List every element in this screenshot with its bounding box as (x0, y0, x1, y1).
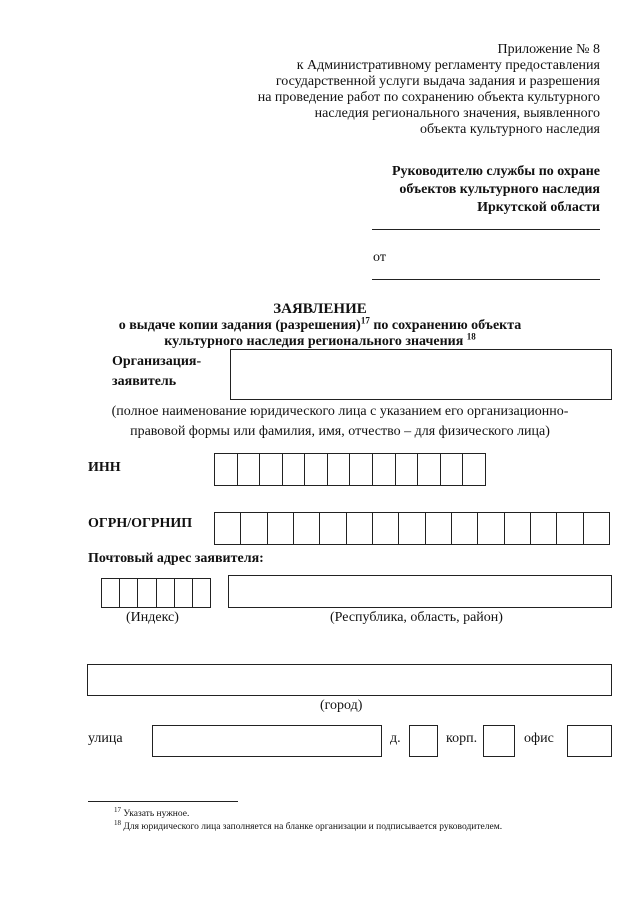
addressee-line: объектов культурного наследия (399, 182, 600, 197)
index-digit-cell[interactable] (120, 579, 138, 607)
house-label: д. (390, 731, 401, 746)
appendix-line: государственной услуги выдача задания и разрешения (275, 74, 600, 89)
office-field[interactable] (567, 725, 612, 757)
addressee-name-line[interactable] (372, 229, 600, 230)
ogrn-label: ОГРН/ОГРНИП (88, 516, 193, 531)
ogrn-digit-cell[interactable] (347, 513, 373, 544)
postal-address-label: Почтовый адрес заявителя: (88, 551, 264, 566)
footnote-separator (88, 801, 238, 802)
inn-field[interactable] (214, 453, 486, 486)
region-field[interactable] (228, 575, 612, 608)
ogrn-digit-cell[interactable] (399, 513, 425, 544)
index-digit-cell[interactable] (193, 579, 210, 607)
footnote-17: $^{17}$ Указать нужное. (114, 805, 190, 819)
appendix-line: наследия регионального значения, выявленного (314, 106, 600, 121)
city-caption: (город) (320, 698, 363, 713)
building-label: корп. (446, 731, 478, 746)
appendix-header (180, 42, 600, 138)
inn-digit-cell[interactable] (215, 454, 238, 485)
house-field[interactable] (409, 725, 438, 757)
ogrn-digit-cell[interactable] (584, 513, 609, 544)
appendix-number: Приложение № 8 (497, 42, 600, 57)
inn-digit-cell[interactable] (305, 454, 328, 485)
ogrn-digit-cell[interactable] (478, 513, 504, 544)
from-label: от (373, 250, 386, 265)
ogrn-digit-cell[interactable] (557, 513, 583, 544)
ogrn-digit-cell[interactable] (373, 513, 399, 544)
applicant-label: Организация- заявитель (112, 354, 202, 389)
inn-digit-cell[interactable] (418, 454, 441, 485)
inn-digit-cell[interactable] (396, 454, 419, 485)
inn-digit-cell[interactable] (373, 454, 396, 485)
addressee-block (300, 163, 600, 217)
ogrn-digit-cell[interactable] (320, 513, 346, 544)
ogrn-digit-cell[interactable] (294, 513, 320, 544)
index-digit-cell[interactable] (175, 579, 193, 607)
appendix-line: объекта культурного наследия (420, 122, 600, 137)
inn-digit-cell[interactable] (283, 454, 306, 485)
addressee-line: Иркутской области (477, 200, 600, 215)
city-field[interactable] (87, 664, 612, 696)
inn-digit-cell[interactable] (463, 454, 485, 485)
ogrn-digit-cell[interactable] (452, 513, 478, 544)
index-digit-cell[interactable] (138, 579, 156, 607)
document-subtitle: о выдаче копии задания (разрешения)$^{17}$ по сохранению объекта культурного наследия регионального значения $^{18}$ (118, 315, 522, 349)
inn-label: ИНН (88, 460, 121, 475)
ogrn-digit-cell[interactable] (215, 513, 241, 544)
postal-index-field[interactable] (101, 578, 211, 608)
ogrn-digit-cell[interactable] (531, 513, 557, 544)
region-caption: (Республика, область, район) (330, 610, 503, 625)
inn-digit-cell[interactable] (350, 454, 373, 485)
inn-digit-cell[interactable] (441, 454, 464, 485)
inn-digit-cell[interactable] (260, 454, 283, 485)
inn-digit-cell[interactable] (328, 454, 351, 485)
appendix-line: на проведение работ по сохранению объекта культурного (257, 90, 600, 105)
street-label: улица (88, 731, 123, 746)
ogrn-digit-cell[interactable] (505, 513, 531, 544)
applicant-name-field[interactable] (230, 349, 612, 400)
index-digit-cell[interactable] (102, 579, 120, 607)
office-label: офис (524, 731, 554, 746)
index-caption: (Индекс) (126, 610, 179, 625)
from-name-line[interactable] (372, 279, 600, 280)
applicant-hint: (полное наименование юридического лица с указанием его организационно- правовой формы или фамилия, имя, отчество – для физического лица) (111, 404, 569, 439)
addressee-line: Руководителю службы по охране (391, 164, 600, 179)
ogrn-digit-cell[interactable] (426, 513, 452, 544)
index-digit-cell[interactable] (157, 579, 175, 607)
inn-digit-cell[interactable] (238, 454, 261, 485)
ogrn-digit-cell[interactable] (268, 513, 294, 544)
appendix-line: к Административному регламенту предоставления (296, 58, 600, 73)
ogrn-digit-cell[interactable] (241, 513, 267, 544)
building-field[interactable] (483, 725, 515, 757)
street-field[interactable] (152, 725, 382, 757)
ogrn-field[interactable] (214, 512, 610, 545)
footnote-18: $^{18}$ Для юридического лица заполняется на бланке организации и подписывается руководителем. (114, 818, 503, 832)
document-title: ЗАЯВЛЕНИЕ (273, 301, 367, 317)
